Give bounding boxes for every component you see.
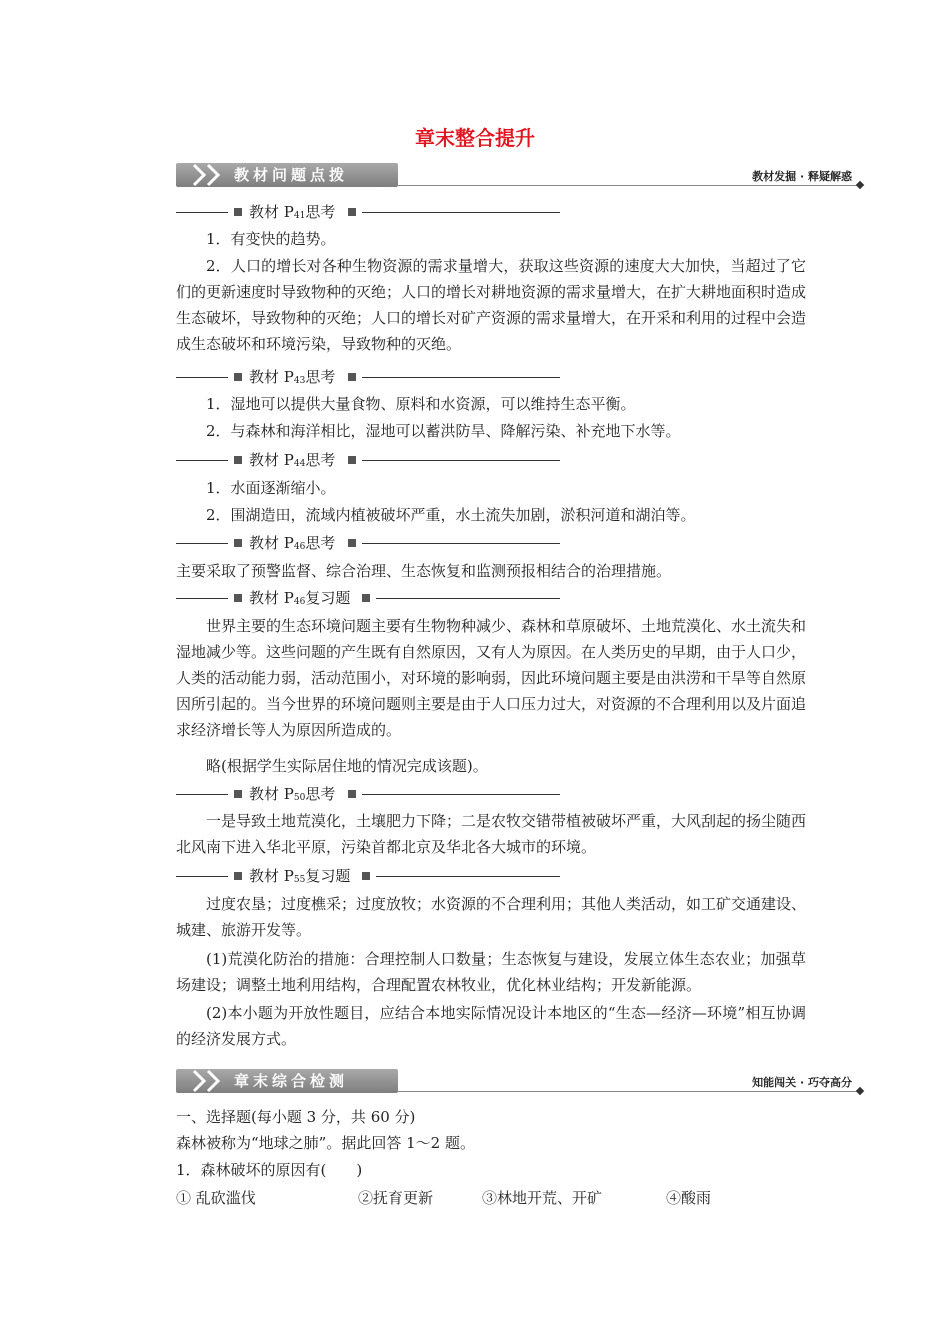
section-heading	[176, 202, 560, 222]
square-bullet-icon	[234, 872, 242, 880]
page-number: 55	[293, 875, 306, 885]
chevron-right-icon	[204, 163, 228, 187]
question-stem: 森林被称为“地球之肺”。据此回答 1～2 题。	[176, 1134, 475, 1152]
section-kind: 思考	[305, 203, 336, 221]
paragraph: 1．水面逐渐缩小。	[206, 479, 336, 497]
square-bullet-icon	[362, 594, 370, 602]
square-bullet-icon	[348, 208, 356, 216]
banner-rule	[398, 1091, 858, 1092]
section-heading	[176, 784, 560, 804]
paragraph: 过度农垦；过度樵采；过度放牧；水资源的不合理利用；其他人类活动，如工矿交通建设、城建、旅游开发等。	[176, 895, 807, 939]
option-3: ③林地开荒、开矿	[482, 1189, 603, 1207]
section-banner-textbook-problems	[176, 160, 866, 194]
diamond-icon	[856, 1087, 864, 1095]
paragraph: (2)本小题为开放性题目，应结合本地实际情况设计本地区的“生态—经济—环境”相互协调的经济发展方式。	[176, 1004, 806, 1048]
section-prefix: 教材 P	[249, 203, 294, 221]
question-section-heading: 一、选择题(每小题 3 分，共 60 分)	[176, 1108, 416, 1126]
section-banner-chapter-test	[176, 1066, 866, 1100]
section-prefix: 教材 P	[249, 589, 294, 607]
square-bullet-icon	[234, 373, 242, 381]
section-heading	[176, 450, 560, 470]
section-prefix: 教材 P	[249, 867, 294, 885]
section-heading	[176, 866, 560, 886]
section-kind: 思考	[305, 368, 336, 386]
option-4: ④酸雨	[666, 1189, 712, 1207]
section-heading	[176, 588, 560, 608]
banner-rule	[398, 185, 858, 186]
paragraph: 世界主要的生态环境问题主要有生物物种减少、森林和草原破坏、土地荒漠化、水土流失和湿地减少等。这些问题的产生既有自然原因，又有人为原因。在人类历史的早期，由于人口少，人类的活动能力弱，活动范围小，对环境的影响弱，因此环境问题主要是由洪涝和干旱等自然原因所引起的。当今世界的环境问题则主要是由于人口压力过大，对资源的不合理利用以及片面追求经济增长等人为原因所造成的。	[176, 617, 807, 739]
section-prefix: 教材 P	[249, 534, 294, 552]
section-prefix: 教材 P	[249, 785, 294, 803]
section-prefix: 教材 P	[249, 368, 294, 386]
section-prefix: 教材 P	[249, 451, 294, 469]
option-2: ②抚育更新	[358, 1189, 434, 1207]
paragraph: 主要采取了预警监督、综合治理、生态恢复和监测预报相结合的治理措施。	[176, 562, 672, 580]
square-bullet-icon	[362, 872, 370, 880]
question-1: 1．森林破坏的原因有( )	[176, 1161, 363, 1179]
section-kind: 思考	[305, 534, 336, 552]
square-bullet-icon	[234, 208, 242, 216]
square-bullet-icon	[234, 456, 242, 464]
square-bullet-icon	[348, 456, 356, 464]
banner-subtitle: 教材发掘 · 释疑解惑	[752, 170, 852, 183]
section-kind: 思考	[305, 451, 336, 469]
option-1: ① 乱砍滥伐	[176, 1189, 256, 1207]
paragraph: (1)荒漠化防治的措施：合理控制人口数量；生态恢复与建设，发展立体生态农业；加强草场建设；调整土地利用结构，合理配置农林牧业，优化林业结构；开发新能源。	[176, 950, 806, 994]
section-kind: 复习题	[305, 867, 351, 885]
diamond-icon	[856, 181, 864, 189]
page-number: 43	[293, 376, 306, 386]
page-number: 46	[293, 597, 306, 607]
banner-label: 章末综合检测	[234, 1072, 349, 1090]
section-heading	[176, 367, 560, 387]
section-kind: 复习题	[305, 589, 351, 607]
paragraph: 1．湿地可以提供大量食物、原料和水资源，可以维持生态平衡。	[206, 395, 636, 413]
paragraph: 2．围湖造田，流域内植被破坏严重，水土流失加剧，淤积河道和湖泊等。	[206, 506, 696, 524]
square-bullet-icon	[348, 539, 356, 547]
section-heading	[176, 533, 560, 553]
banner-label: 教材问题点拨	[234, 166, 349, 184]
page-number: 44	[293, 459, 306, 469]
square-bullet-icon	[234, 539, 242, 547]
square-bullet-icon	[348, 373, 356, 381]
paragraph: 一是导致土地荒漠化，土壤肥力下降；二是农牧交错带植被破坏严重，大风刮起的扬尘随西北风南下进入华北平原，污染首都北京及华北各大城市的环境。	[176, 812, 807, 856]
banner-subtitle: 知能闯关 · 巧夺高分	[752, 1076, 852, 1089]
square-bullet-icon	[348, 790, 356, 798]
page-title: 章末整合提升	[415, 126, 535, 150]
square-bullet-icon	[234, 594, 242, 602]
paragraph: 略(根据学生实际居住地的情况完成该题)。	[206, 757, 488, 775]
paragraph: 2．人口的增长对各种生物资源的需求量增大，获取这些资源的速度大大加快，当超过了它们的更新速度时导致物种的灭绝；人口的增长对耕地资源的需求量增大，在扩大耕地面积时造成生态破坏，导致物种的灭绝；人口的增长对矿产资源的需求量增大，在开采和利用的过程中会造成生态破坏和环境污染，导致物种的灭绝。	[176, 257, 807, 353]
paragraph: 2．与森林和海洋相比，湿地可以蓄洪防旱、降解污染、补充地下水等。	[206, 422, 681, 440]
square-bullet-icon	[234, 790, 242, 798]
chevron-right-icon	[204, 1069, 228, 1093]
page-number: 41	[293, 211, 306, 221]
section-kind: 思考	[305, 785, 336, 803]
page-number: 50	[293, 793, 306, 803]
page-number: 46	[293, 542, 306, 552]
paragraph: 1．有变快的趋势。	[206, 230, 336, 248]
